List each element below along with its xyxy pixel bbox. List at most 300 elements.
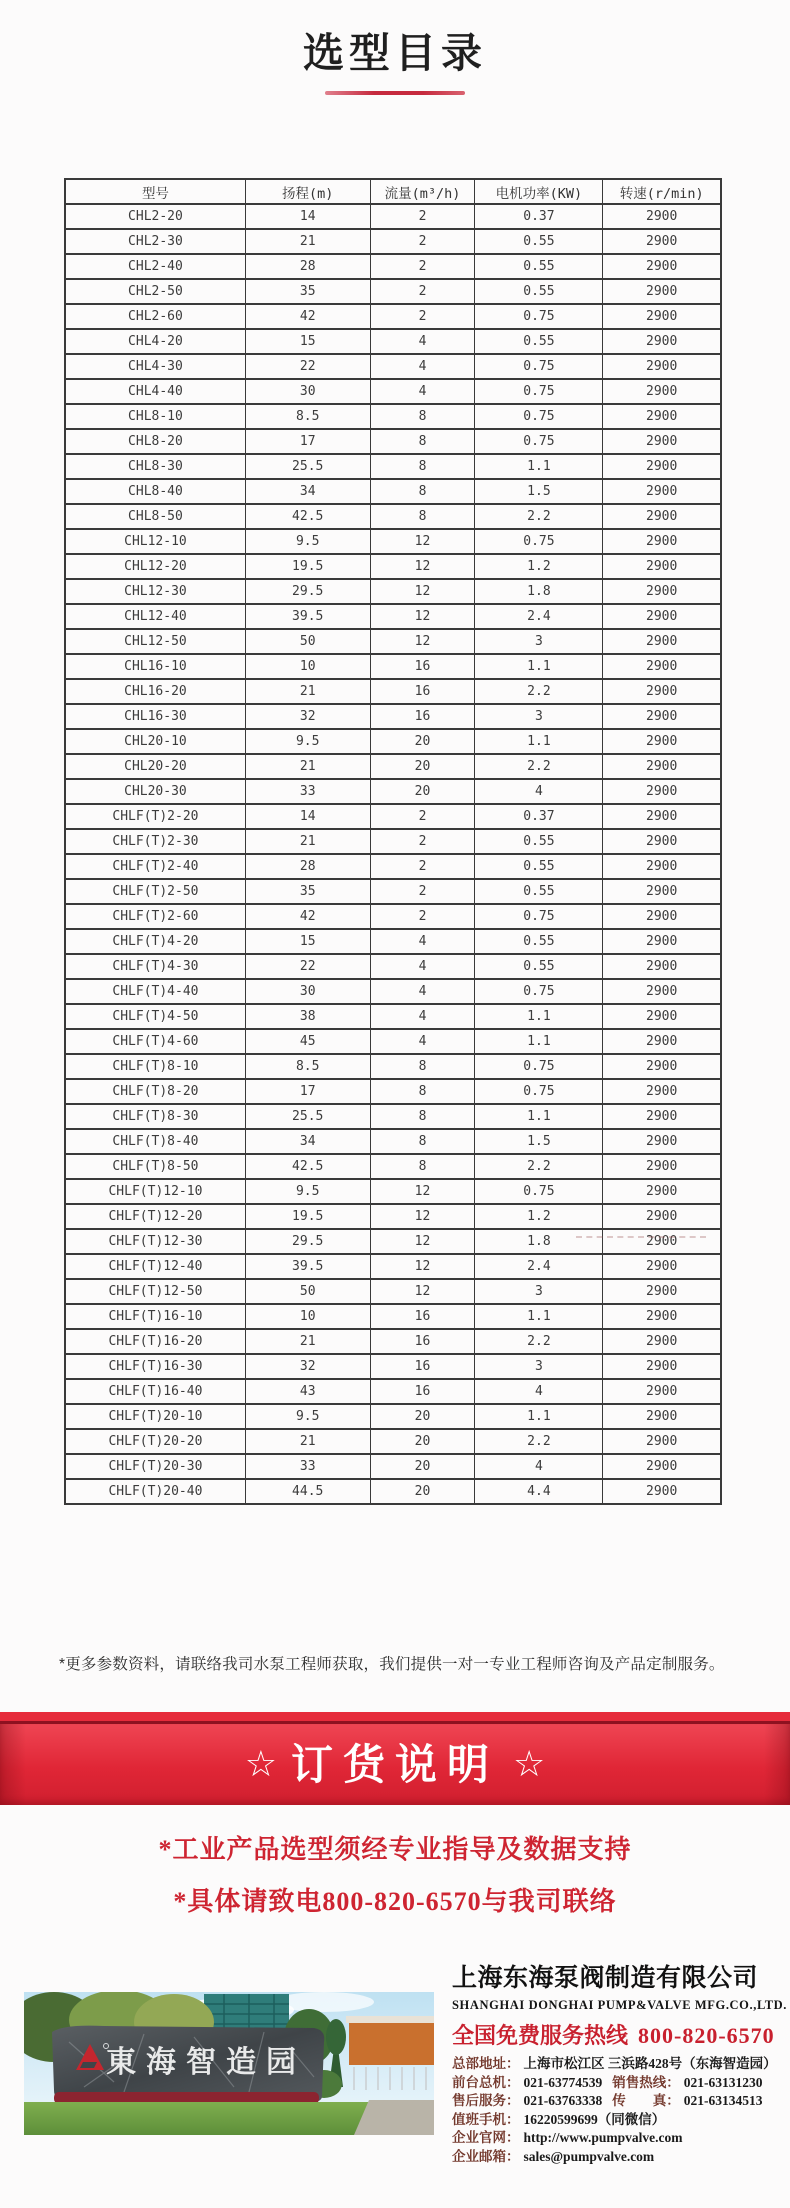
cell-head: 42.5 [245, 504, 370, 529]
cell-model: CHLF(T)20-40 [65, 1479, 245, 1504]
cell-model: CHLF(T)2-20 [65, 804, 245, 829]
table-row [65, 1479, 721, 1504]
cell-model: CHL16-30 [65, 704, 245, 729]
table-header-row [65, 179, 721, 204]
cell-power: 4 [475, 1379, 603, 1404]
cell-power: 0.55 [475, 229, 603, 254]
cell-flow: 16 [370, 704, 475, 729]
cell-power: 0.55 [475, 329, 603, 354]
cell-speed: 2900 [603, 1454, 721, 1479]
cell-speed: 2900 [603, 779, 721, 804]
table-row [65, 454, 721, 479]
cell-speed: 2900 [603, 579, 721, 604]
cell-head: 17 [245, 1079, 370, 1104]
contact-line [452, 2055, 782, 2074]
contact-label: 总部地址： [452, 2056, 520, 2071]
cell-speed: 2900 [603, 229, 721, 254]
cell-power: 2.4 [475, 604, 603, 629]
table-row [65, 1254, 721, 1279]
cell-speed: 2900 [603, 854, 721, 879]
title-underline-decoration [325, 91, 465, 95]
cell-model: CHL2-50 [65, 279, 245, 304]
contact-value: 021-63134513 [683, 2093, 763, 2108]
cell-flow: 4 [370, 329, 475, 354]
table-row [65, 379, 721, 404]
cell-flow: 20 [370, 1429, 475, 1454]
service-hotline [452, 2019, 782, 2050]
contact-label: 前台总机： [452, 2074, 520, 2090]
cell-flow: 4 [370, 954, 475, 979]
cell-head: 42.5 [245, 1154, 370, 1179]
cell-power: 0.75 [475, 354, 603, 379]
cell-flow: 8 [370, 1129, 475, 1154]
cell-model: CHL12-40 [65, 604, 245, 629]
cell-model: CHLF(T)12-20 [65, 1204, 245, 1229]
cell-model: CHL12-10 [65, 529, 245, 554]
table-row [65, 1404, 721, 1429]
table-row [65, 1304, 721, 1329]
cell-head: 50 [245, 1279, 370, 1304]
table-row [65, 1279, 721, 1304]
cell-speed: 2900 [603, 1104, 721, 1129]
cell-head: 21 [245, 679, 370, 704]
cell-power: 0.75 [475, 379, 603, 404]
cell-speed: 2900 [603, 1154, 721, 1179]
cell-head: 19.5 [245, 1204, 370, 1229]
cell-head: 15 [245, 929, 370, 954]
cell-speed: 2900 [603, 954, 721, 979]
cell-flow: 12 [370, 529, 475, 554]
cell-model: CHLF(T)4-20 [65, 929, 245, 954]
company-name-en: SHANGHAI DONGHAI PUMP&VALVE MFG.CO.,LTD. [452, 1998, 788, 2012]
cell-power: 3 [475, 1354, 603, 1379]
company-name-cn: 上海东海泵阀制造有限公司 [452, 1964, 759, 1992]
cell-head: 34 [245, 1129, 370, 1154]
page-title: 选型目录 [303, 30, 487, 76]
cell-flow: 20 [370, 1479, 475, 1504]
cell-head: 9.5 [245, 1179, 370, 1204]
selection-table-wrap [64, 178, 722, 1505]
cell-head: 50 [245, 629, 370, 654]
cell-head: 43 [245, 1379, 370, 1404]
photo-orange-building [349, 2020, 434, 2065]
cell-speed: 2900 [603, 504, 721, 529]
table-row [65, 554, 721, 579]
cell-flow: 4 [370, 1004, 475, 1029]
banner-label: 订货说明 [290, 1740, 499, 1788]
cell-power: 1.2 [475, 554, 603, 579]
cell-head: 14 [245, 204, 370, 229]
cell-speed: 2900 [603, 1029, 721, 1054]
cell-head: 35 [245, 279, 370, 304]
cell-flow: 20 [370, 779, 475, 804]
contact-value: sales@pumpvalve.com [523, 2148, 655, 2164]
cell-head: 10 [245, 654, 370, 679]
cell-power: 4.4 [475, 1479, 603, 1504]
cell-model: CHL12-50 [65, 629, 245, 654]
cell-model: CHLF(T)20-30 [65, 1454, 245, 1479]
cell-model: CHLF(T)12-30 [65, 1229, 245, 1254]
cell-power: 0.55 [475, 854, 603, 879]
cell-flow: 2 [370, 279, 475, 304]
star-icon: ☆ [244, 1742, 277, 1784]
cell-model: CHLF(T)16-30 [65, 1354, 245, 1379]
cell-flow: 20 [370, 1454, 475, 1479]
cell-model: CHL8-30 [65, 454, 245, 479]
cell-power: 3 [475, 629, 603, 654]
contact-value: 021-63131230 [683, 2074, 763, 2090]
cell-power: 0.55 [475, 279, 603, 304]
table-row [65, 1354, 721, 1379]
table-row [65, 1029, 721, 1054]
cell-power: 4 [475, 779, 603, 804]
table-row [65, 679, 721, 704]
cell-flow: 2 [370, 204, 475, 229]
contact-label: 传 真： [612, 2093, 680, 2108]
cell-power: 0.55 [475, 879, 603, 904]
cell-flow: 12 [370, 1204, 475, 1229]
table-row [65, 629, 721, 654]
cell-flow: 8 [370, 479, 475, 504]
cell-head: 28 [245, 854, 370, 879]
cell-speed: 2900 [603, 1354, 721, 1379]
cell-flow: 8 [370, 429, 475, 454]
cell-power: 1.5 [475, 479, 603, 504]
table-row [65, 754, 721, 779]
cell-model: CHLF(T)20-10 [65, 1404, 245, 1429]
table-row [65, 904, 721, 929]
contact-line [452, 2129, 782, 2148]
faint-watermark-decoration [576, 1236, 706, 1238]
cell-flow: 12 [370, 1179, 475, 1204]
cell-flow: 2 [370, 854, 475, 879]
table-row [65, 529, 721, 554]
contact-value: 021-63763338 [523, 2093, 603, 2108]
cell-speed: 2900 [603, 879, 721, 904]
table-row [65, 654, 721, 679]
cell-model: CHL2-60 [65, 304, 245, 329]
cell-head: 25.5 [245, 454, 370, 479]
cell-model: CHL20-20 [65, 754, 245, 779]
cell-head: 38 [245, 1004, 370, 1029]
cell-speed: 2900 [603, 1429, 721, 1454]
claim-line: *工业产品选型须经专业指导及数据支持 [158, 1835, 632, 1864]
cell-flow: 16 [370, 1304, 475, 1329]
company-info [452, 1958, 788, 2166]
cell-speed: 2900 [603, 1229, 721, 1254]
cell-head: 9.5 [245, 729, 370, 754]
cell-power: 2.4 [475, 1254, 603, 1279]
cell-speed: 2900 [603, 204, 721, 229]
contact-value: 16220599699（同微信） [523, 2111, 666, 2127]
cell-model: CHLF(T)4-30 [65, 954, 245, 979]
contact-label: 企业官网： [452, 2130, 520, 2145]
claims-block [0, 1824, 790, 1928]
cell-power: 1.1 [475, 729, 603, 754]
cell-power: 0.55 [475, 954, 603, 979]
cell-speed: 2900 [603, 1404, 721, 1429]
contact-label: 销售热线： [612, 2074, 680, 2090]
cell-speed: 2900 [603, 1379, 721, 1404]
cell-head: 21 [245, 754, 370, 779]
cell-speed: 2900 [603, 1129, 721, 1154]
cell-head: 44.5 [245, 1479, 370, 1504]
cell-power: 0.75 [475, 404, 603, 429]
cell-model: CHLF(T)2-50 [65, 879, 245, 904]
cell-model: CHL2-40 [65, 254, 245, 279]
cell-model: CHL12-20 [65, 554, 245, 579]
cell-head: 39.5 [245, 604, 370, 629]
table-row [65, 1204, 721, 1229]
table-row [65, 504, 721, 529]
cell-speed: 2900 [603, 754, 721, 779]
star-icon: ☆ [513, 1742, 546, 1784]
contact-value: 上海市松江区 三浜路428号（东海智造园） [523, 2056, 777, 2071]
table-row [65, 979, 721, 1004]
cell-flow: 2 [370, 804, 475, 829]
cell-head: 15 [245, 329, 370, 354]
cell-power: 2.2 [475, 679, 603, 704]
cell-model: CHLF(T)4-50 [65, 1004, 245, 1029]
cell-head: 9.5 [245, 1404, 370, 1429]
table-row [65, 854, 721, 879]
cell-model: CHL12-30 [65, 579, 245, 604]
table-row [65, 1179, 721, 1204]
cell-flow: 20 [370, 729, 475, 754]
cell-flow: 2 [370, 304, 475, 329]
photo-sign-text: 東海智造园 [106, 2046, 306, 2079]
cell-speed: 2900 [603, 404, 721, 429]
cell-speed: 2900 [603, 604, 721, 629]
cell-power: 0.55 [475, 254, 603, 279]
cell-head: 8.5 [245, 404, 370, 429]
contact-line [452, 2092, 782, 2111]
table-row [65, 254, 721, 279]
selection-table [64, 178, 722, 1505]
cell-power: 3 [475, 1279, 603, 1304]
cell-speed: 2900 [603, 1254, 721, 1279]
cell-head: 33 [245, 1454, 370, 1479]
table-row [65, 779, 721, 804]
title-block [0, 20, 790, 95]
cell-power: 0.75 [475, 1079, 603, 1104]
cell-head: 42 [245, 304, 370, 329]
cell-flow: 8 [370, 1079, 475, 1104]
contact-value: 021-63774539 [523, 2074, 603, 2090]
cell-speed: 2900 [603, 479, 721, 504]
cell-flow: 2 [370, 904, 475, 929]
cell-model: CHLF(T)2-30 [65, 829, 245, 854]
cell-model: CHLF(T)12-50 [65, 1279, 245, 1304]
cell-model: CHLF(T)8-10 [65, 1054, 245, 1079]
cell-head: 22 [245, 354, 370, 379]
cell-flow: 4 [370, 1029, 475, 1054]
cell-model: CHL20-10 [65, 729, 245, 754]
cell-model: CHL8-50 [65, 504, 245, 529]
cell-flow: 12 [370, 554, 475, 579]
cell-flow: 2 [370, 879, 475, 904]
table-row [65, 1379, 721, 1404]
cell-head: 17 [245, 429, 370, 454]
cell-speed: 2900 [603, 1329, 721, 1354]
cell-speed: 2900 [603, 1304, 721, 1329]
cell-speed: 2900 [603, 979, 721, 1004]
cell-model: CHL8-40 [65, 479, 245, 504]
cell-head: 42 [245, 904, 370, 929]
table-row [65, 1154, 721, 1179]
cell-power: 0.75 [475, 304, 603, 329]
cell-model: CHLF(T)12-40 [65, 1254, 245, 1279]
table-row [65, 1229, 721, 1254]
table-row [65, 929, 721, 954]
cell-power: 0.75 [475, 529, 603, 554]
cell-speed: 2900 [603, 1079, 721, 1104]
cell-head: 21 [245, 229, 370, 254]
table-row [65, 954, 721, 979]
cell-power: 3 [475, 704, 603, 729]
cell-flow: 2 [370, 229, 475, 254]
cell-head: 33 [245, 779, 370, 804]
table-row [65, 1054, 721, 1079]
cell-head: 19.5 [245, 554, 370, 579]
cell-model: CHLF(T)16-20 [65, 1329, 245, 1354]
table-row [65, 704, 721, 729]
cell-head: 28 [245, 254, 370, 279]
cell-model: CHLF(T)16-10 [65, 1304, 245, 1329]
cell-flow: 20 [370, 1404, 475, 1429]
cell-power: 0.75 [475, 904, 603, 929]
cell-head: 32 [245, 704, 370, 729]
contact-line [452, 2148, 782, 2167]
table-row [65, 879, 721, 904]
cell-model: CHL4-30 [65, 354, 245, 379]
cell-power: 1.8 [475, 579, 603, 604]
cell-head: 34 [245, 479, 370, 504]
cell-speed: 2900 [603, 1179, 721, 1204]
cell-model: CHL20-30 [65, 779, 245, 804]
cell-model: CHL4-20 [65, 329, 245, 354]
cell-flow: 4 [370, 979, 475, 1004]
cell-speed: 2900 [603, 529, 721, 554]
cell-power: 1.1 [475, 454, 603, 479]
table-row [65, 1129, 721, 1154]
cell-flow: 16 [370, 1379, 475, 1404]
cell-flow: 4 [370, 354, 475, 379]
photo-orange-roof [346, 2016, 434, 2023]
cell-speed: 2900 [603, 804, 721, 829]
cell-flow: 16 [370, 1329, 475, 1354]
cell-head: 45 [245, 1029, 370, 1054]
cell-speed: 2900 [603, 1054, 721, 1079]
cell-speed: 2900 [603, 929, 721, 954]
column-header: 电机功率(KW) [475, 179, 603, 204]
table-row [65, 829, 721, 854]
table-row [65, 1429, 721, 1454]
cell-head: 21 [245, 1429, 370, 1454]
cell-model: CHLF(T)4-60 [65, 1029, 245, 1054]
cell-speed: 2900 [603, 1479, 721, 1504]
cell-speed: 2900 [603, 679, 721, 704]
cell-power: 0.75 [475, 1054, 603, 1079]
column-header: 流量(m³/h) [370, 179, 475, 204]
cell-speed: 2900 [603, 354, 721, 379]
cell-model: CHLF(T)20-20 [65, 1429, 245, 1454]
cell-speed: 2900 [603, 829, 721, 854]
cell-flow: 12 [370, 1229, 475, 1254]
table-row [65, 329, 721, 354]
cell-model: CHLF(T)4-40 [65, 979, 245, 1004]
cell-speed: 2900 [603, 654, 721, 679]
cell-head: 32 [245, 1354, 370, 1379]
cell-flow: 16 [370, 1354, 475, 1379]
cell-model: CHL2-20 [65, 204, 245, 229]
cell-power: 1.1 [475, 1104, 603, 1129]
cell-flow: 2 [370, 254, 475, 279]
footnote: *更多参数资料，请联络我司水泵工程师获取，我们提供一对一专业工程师咨询及产品定制服务。 [59, 1656, 725, 1673]
cell-power: 1.1 [475, 654, 603, 679]
cell-speed: 2900 [603, 1004, 721, 1029]
cell-model: CHLF(T)8-50 [65, 1154, 245, 1179]
cell-head: 9.5 [245, 529, 370, 554]
cell-head: 10 [245, 1304, 370, 1329]
table-row [65, 479, 721, 504]
cell-flow: 8 [370, 1054, 475, 1079]
cell-power: 2.2 [475, 1429, 603, 1454]
cell-power: 1.1 [475, 1404, 603, 1429]
contact-line [452, 2111, 782, 2130]
cell-flow: 8 [370, 1104, 475, 1129]
cell-speed: 2900 [603, 1279, 721, 1304]
cell-head: 14 [245, 804, 370, 829]
cell-head: 21 [245, 1329, 370, 1354]
cell-flow: 4 [370, 379, 475, 404]
cell-model: CHLF(T)12-10 [65, 1179, 245, 1204]
contact-value: http://www.pumpvalve.com [523, 2130, 683, 2145]
table-row [65, 429, 721, 454]
contact-label: 企业邮箱： [452, 2148, 520, 2164]
cell-flow: 4 [370, 929, 475, 954]
cell-speed: 2900 [603, 704, 721, 729]
cell-model: CHLF(T)2-60 [65, 904, 245, 929]
cell-speed: 2900 [603, 904, 721, 929]
cell-speed: 2900 [603, 279, 721, 304]
hotline-label: 全国免费服务热线 [452, 2023, 629, 2048]
cell-model: CHLF(T)2-40 [65, 854, 245, 879]
table-row [65, 1454, 721, 1479]
cell-head: 29.5 [245, 579, 370, 604]
cell-flow: 16 [370, 654, 475, 679]
cell-speed: 2900 [603, 304, 721, 329]
cell-flow: 12 [370, 629, 475, 654]
cell-power: 1.1 [475, 1304, 603, 1329]
cell-model: CHLF(T)8-20 [65, 1079, 245, 1104]
order-banner [0, 1712, 790, 1805]
cell-power: 1.1 [475, 1004, 603, 1029]
cell-speed: 2900 [603, 554, 721, 579]
table-row [65, 604, 721, 629]
cell-power: 0.37 [475, 804, 603, 829]
cell-speed: 2900 [603, 329, 721, 354]
cell-power: 4 [475, 1454, 603, 1479]
cell-head: 30 [245, 979, 370, 1004]
company-photo [24, 1992, 434, 2135]
cell-head: 29.5 [245, 1229, 370, 1254]
cell-head: 30 [245, 379, 370, 404]
table-body [65, 204, 721, 1504]
cell-model: CHL8-10 [65, 404, 245, 429]
cell-speed: 2900 [603, 379, 721, 404]
contacts-block [452, 2055, 782, 2166]
